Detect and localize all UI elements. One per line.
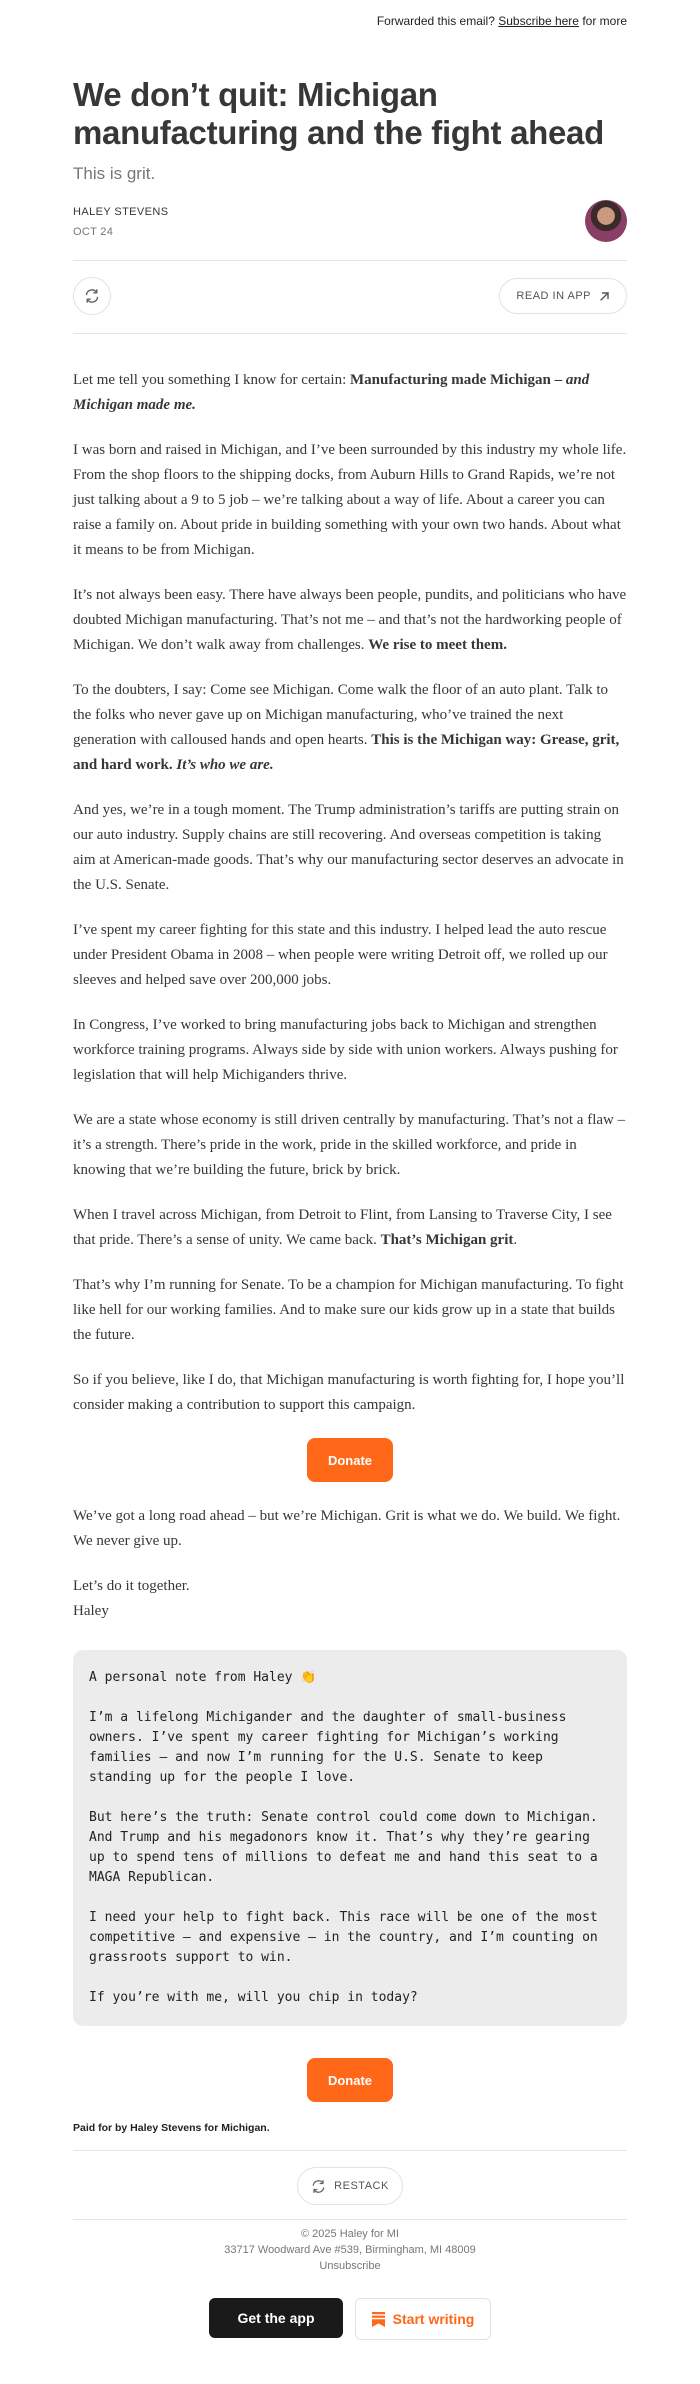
paragraph: So if you believe, like I do, that Michigan manufacturing is worth fighting for, I hope you’ll consider making a contribution to support this campaign.: [73, 1372, 625, 1413]
post-body: [73, 368, 627, 1624]
read-in-app-button[interactable]: [499, 278, 627, 314]
paragraph: That’s why I’m running for Senate. To be a champion for Michigan manufacturing. To fight like hell for our working families. And to make sure our kids grow up in a state that builds the future.: [73, 1277, 624, 1343]
note-heading: A personal note from Haley 👏: [89, 1670, 317, 1685]
email-container: [73, 0, 627, 2340]
restack-icon: [311, 2179, 326, 2194]
restack-icon-button[interactable]: [73, 277, 111, 315]
personal-note-box: [73, 1650, 627, 2026]
paragraph: It’s not always been easy. There have always been people, pundits, and politicians who have doubted Michigan manufacturing. That’s not me – and that’s not the hardworking people of Michigan. We don’t walk away from challenges. We rise to meet them.: [73, 587, 627, 653]
paragraph: We are a state whose economy is still driven centrally by manufacturing. That’s not a flaw – it’s a strength. There’s pride in the work, pride in the skilled workforce, and pride in knowing that we’re building the future, brick by brick.: [73, 1112, 626, 1178]
footer-info: [73, 2219, 627, 2274]
donate-button[interactable]: Donate: [307, 1438, 393, 1482]
paragraph: Let me tell you something I know for certain: Manufacturing made Michigan – and Michigan made me.: [73, 372, 590, 413]
paragraph: We’ve got a long road ahead – but we’re Michigan. Grit is what we do. We build. We fight. We never give up.: [73, 1508, 621, 1549]
signoff: Let’s do it together. Haley: [73, 1578, 190, 1619]
restack-label: RESTACK: [334, 2180, 389, 2192]
donate-button-bottom[interactable]: Donate: [307, 2058, 393, 2102]
subscribe-link[interactable]: Subscribe here: [498, 14, 579, 28]
note-paragraph: But here’s the truth: Senate control could come down to Michigan. And Trump and his megadonors know it. That’s why they’re gearing up to spend tens of millions to defeat me and hand this seat to a MAGA Republican.: [89, 1810, 598, 1885]
start-writing-label: Start writing: [392, 2311, 475, 2327]
paid-for-disclaimer: Paid for by Haley Stevens for Michigan.: [73, 2122, 270, 2134]
restack-icon: [84, 288, 100, 304]
forward-suffix: for more: [582, 14, 627, 28]
paragraph: I’ve spent my career fighting for this state and this industry. I helped lead the auto rescue under President Obama in 2008 – when people were writing Detroit off, we rolled up our sleeves and helped save over 200,000 jobs.: [73, 922, 608, 988]
author-name[interactable]: HALEY STEVENS: [73, 206, 169, 218]
post-toolbar: [73, 260, 627, 334]
paragraph: And yes, we’re in a tough moment. The Trump administration’s tariffs are putting strain on our auto industry. Supply chains are still recovering. And overseas competition is taking aim at American-made goods. That’s why our manufacturing sector deserves an advocate in the U.S. Senate.: [73, 802, 624, 893]
post-title[interactable]: We don’t quit: Michigan manufacturing and the fight ahead: [73, 76, 604, 151]
forward-banner: [73, 0, 627, 44]
unsubscribe-link[interactable]: Unsubscribe: [319, 2260, 381, 2272]
post-subtitle: This is grit.: [73, 164, 156, 183]
byline: [73, 206, 627, 248]
restack-button[interactable]: [297, 2167, 403, 2205]
footer-cta-row: [73, 2298, 627, 2340]
paragraph: I was born and raised in Michigan, and I’ve been surrounded by this industry my whole life. From the shop floors to the shipping docks, from Auburn Hills to Grand Rapids, we’re not just talking about a 9 to 5 job – we’re talking about a way of life. About a career you can raise a family on. About pride in building something with your own two hands. About what it means to be from Michigan.: [73, 442, 627, 558]
note-paragraph: I’m a lifelong Michigander and the daughter of small-business owners. I’ve spent my career fighting for Michigan’s working families – and now I’m running for the U.S. Senate to keep standing up for the people I love.: [89, 1710, 567, 1785]
divider: [73, 2150, 627, 2151]
read-in-app-label: READ IN APP: [516, 290, 591, 302]
start-writing-button[interactable]: [355, 2298, 491, 2340]
paragraph: In Congress, I’ve worked to bring manufacturing jobs back to Michigan and strengthen workforce training programs. Always side by side with union workers. Always pushing for legislation that will help Michiganders thrive.: [73, 1017, 618, 1083]
substack-logo-icon: [372, 2312, 385, 2327]
arrow-up-right-icon: [599, 291, 610, 302]
forward-text: Forwarded this email?: [376, 14, 495, 28]
post-date: OCT 24: [73, 226, 114, 238]
copyright: © 2025 Haley for MI: [301, 2228, 399, 2240]
paragraph: To the doubters, I say: Come see Michigan. Come walk the floor of an auto plant. Talk to the folks who never gave up on Michigan manufacturing, who’ve trained the next generation with calloused hands and open hearts. This is the Michigan way: Grease, grit, and hard work. It’s who we are.: [73, 682, 620, 773]
get-the-app-button[interactable]: Get the app: [209, 2298, 343, 2338]
note-paragraph: If you’re with me, will you chip in today?: [89, 1990, 418, 2005]
mailing-address: 33717 Woodward Ave #539, Birmingham, MI 48009: [224, 2244, 476, 2256]
note-paragraph: I need your help to fight back. This race will be one of the most competitive – and expensive – in the country, and I’m counting on grassroots support to win.: [89, 1910, 598, 1965]
author-avatar[interactable]: [585, 200, 627, 242]
paragraph: When I travel across Michigan, from Detroit to Flint, from Lansing to Traverse City, I see that pride. There’s a sense of unity. We came back. That’s Michigan grit.: [73, 1207, 612, 1248]
